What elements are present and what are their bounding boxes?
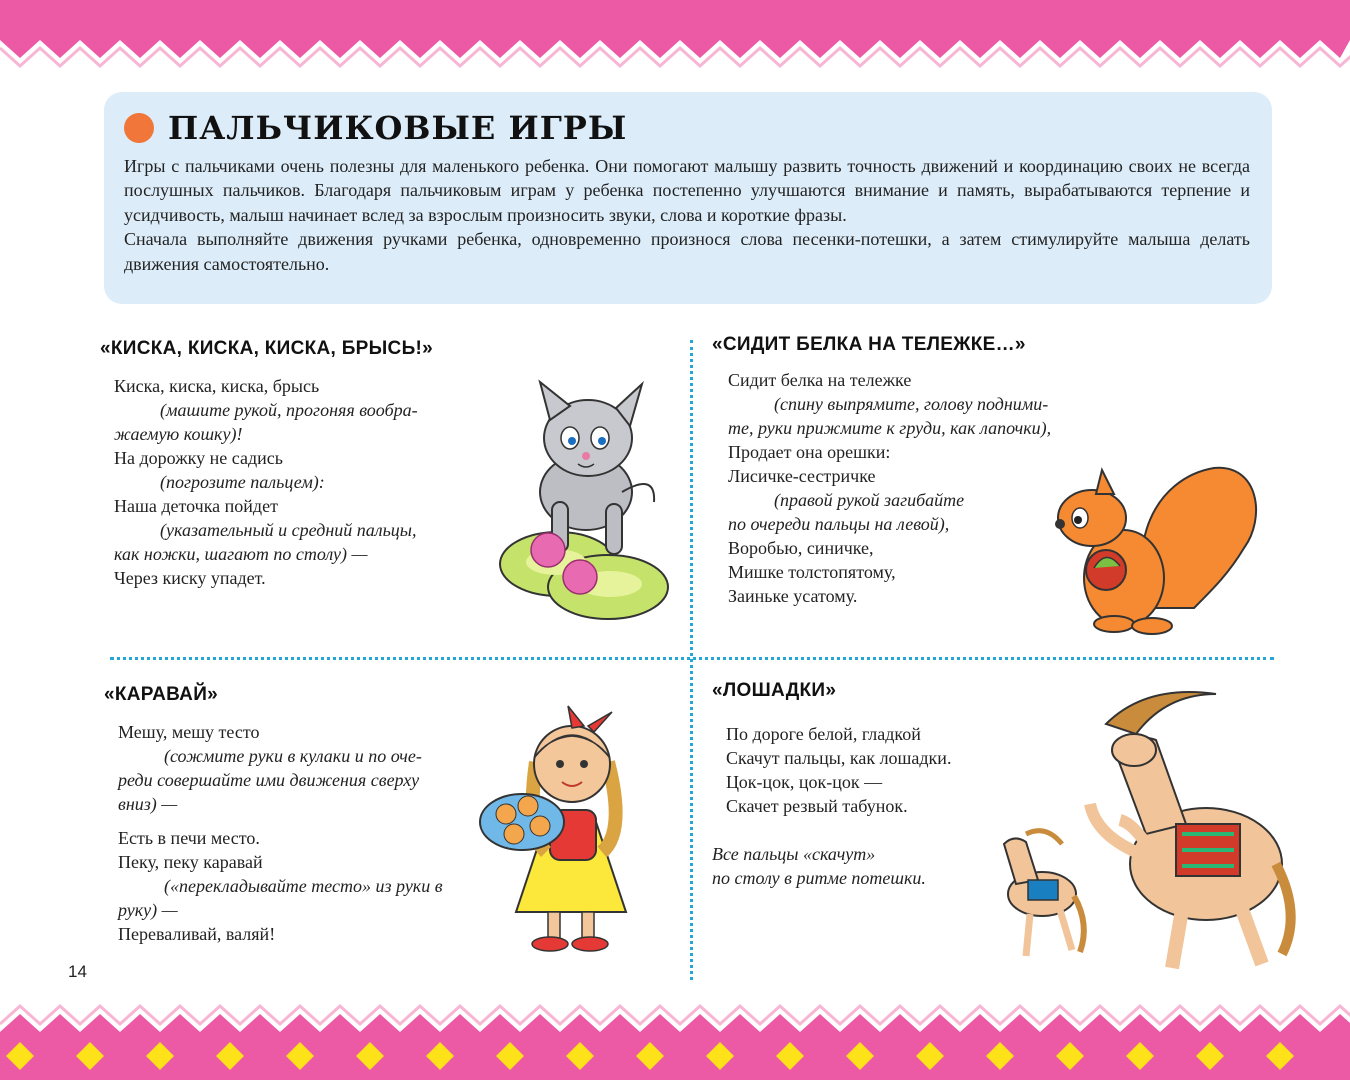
game-title-loshadki: «ЛОШАДКИ»: [712, 680, 837, 701]
game-instruction: руку) —: [118, 900, 178, 920]
game-line: Есть в печи место.: [118, 828, 260, 848]
game-line: Сидит белка на тележке: [728, 370, 912, 390]
game-line: Заиньке усатому.: [728, 586, 858, 606]
game-karavai: [104, 684, 443, 946]
game-title-kiska: «КИСКА, КИСКА, КИСКА, БРЫСЬ!»: [100, 338, 434, 359]
game-instruction: (сожмите руки в кулаки и по оче-: [164, 746, 422, 766]
game-line: Через киску упадет.: [114, 568, 266, 588]
game-kiska: [100, 338, 433, 590]
vertical-divider: [690, 340, 693, 980]
game-instruction: вниз) —: [118, 794, 178, 814]
game-line: Лисичке-сестричке: [728, 466, 876, 486]
intro-text: [124, 154, 1250, 276]
intro-paragraph-1: Игры с пальчиками очень полезны для маленького ребенка. Они помогают малышу развить точность движений и координацию своих не всегда послушных пальчиков. Благодаря пальчиковым играм у ребенка постепенно улучшаются внимание и память, вырабатываются терпение и усидчивость, малыш начинает вслед за взрослым произносить звуки, слова и короткие фразы.: [124, 156, 1250, 225]
intro-box: [104, 92, 1272, 304]
horizontal-divider: [110, 657, 1274, 660]
game-instruction: реди совершайте ими движения сверху: [118, 770, 420, 790]
game-line: По дороге белой, гладкой: [726, 724, 921, 744]
game-line: Цок-цок, цок-цок —: [726, 772, 883, 792]
game-line: Продает она орешки:: [728, 442, 891, 462]
game-instruction: те, руки прижмите к груди, как лапочки),: [728, 418, 1052, 438]
game-instruction: («перекладывайте тесто» из руки в: [164, 876, 443, 896]
kitten-illustration: [496, 372, 672, 622]
game-instruction: (спину выпрямите, голову подними-: [774, 394, 1049, 414]
game-line: Киска, киска, киска, брысь: [114, 376, 320, 396]
game-line: Пеку, пеку каравай: [118, 852, 263, 872]
game-instruction: жаемую кошку)!: [114, 424, 243, 444]
game-loshadki: [712, 680, 951, 890]
game-instruction: Все пальцы «скачут»: [712, 844, 876, 864]
game-line: Мишке толстопятому,: [728, 562, 896, 582]
game-line: Воробью, синичке,: [728, 538, 874, 558]
game-line: Скачет резвый табунок.: [726, 796, 908, 816]
game-instruction: как ножки, шагают по столу) —: [114, 544, 368, 564]
orange-bullet-icon: [124, 113, 154, 143]
game-line: Скачут пальцы, как лошадки.: [726, 748, 952, 768]
game-belka: [712, 334, 1051, 608]
game-instruction: (правой рукой загибайте: [774, 490, 965, 510]
game-instruction: (машите рукой, прогоняя вообра-: [160, 400, 418, 420]
girl-with-pastry-illustration: [476, 702, 672, 954]
game-title-belka: «СИДИТ БЕЛКА НА ТЕЛЕЖКЕ…»: [712, 334, 1026, 355]
game-line: Мешу, мешу тесто: [118, 722, 260, 742]
intro-paragraph-2: Сначала выполняйте движения ручками ребенка, одновременно произнося слова песенки-потешки, а затем стимулируйте малыша делать движения самостоятельно.: [124, 229, 1250, 274]
squirrel-illustration: [1044, 458, 1266, 638]
game-line: Наша деточка пойдет: [114, 496, 278, 516]
game-instruction: по очереди пальцы на левой),: [728, 514, 950, 534]
game-instruction: по столу в ритме потешки.: [712, 868, 926, 888]
game-instruction: (погрозите пальцем):: [160, 472, 325, 492]
game-title-karavai: «КАРАВАЙ»: [104, 684, 219, 705]
game-instruction: (указательный и средний пальцы,: [160, 520, 417, 540]
bottom-decorative-band: [0, 990, 1350, 1080]
horses-illustration: [986, 684, 1302, 976]
game-line: Переваливай, валяй!: [118, 924, 276, 944]
page-number: 14: [68, 962, 87, 981]
game-line: На дорожку не садись: [114, 448, 283, 468]
section-title: ПАЛЬЧИКОВЫЕ ИГРЫ: [168, 109, 628, 147]
top-decorative-band: [0, 0, 1350, 70]
